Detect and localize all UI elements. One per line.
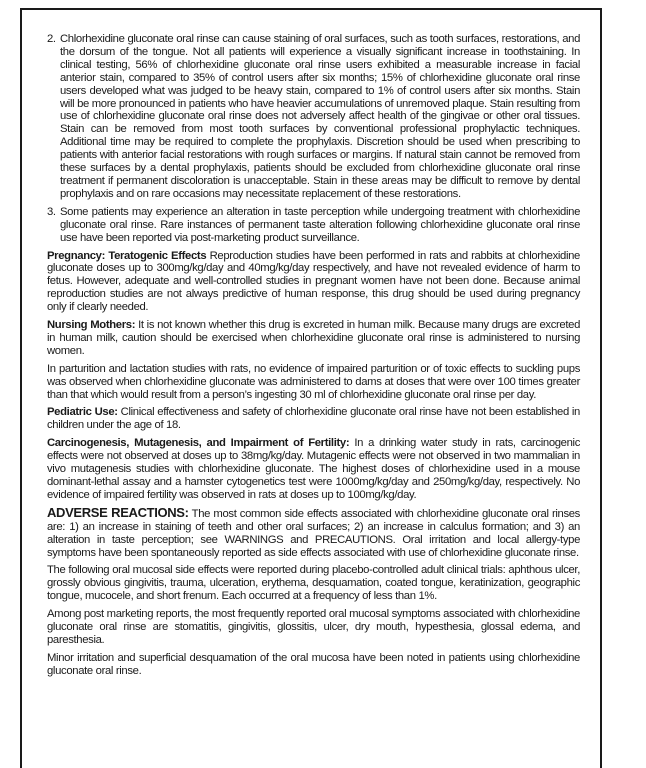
pediatric-paragraph [47, 406, 580, 432]
list-item-staining [47, 33, 580, 201]
list-number: 2. [47, 33, 56, 45]
list-text: Some patients may experience an alteration in taste perception while undergoing treatment with chlorhexidine gluconate oral rinse. Rare instances of permanent taste alteration following chlorhexidine gluconate oral rinse use have been reported via post-marketing product surveillance. [60, 205, 580, 244]
pregnancy-text: Reproduction studies have been performed in rats and rabbits at chlorhexidine gluconate doses up to 300mg/kg/day and 40mg/kg/day respectively, and have not revealed evidence of harm to fetus. However, adequate and well-controlled studies in pregnant women have not been done. Because animal reproduction studies are not always predictive of human response, this drug should be used during pregnancy only if clearly needed. [47, 249, 580, 314]
nursing-paragraph [47, 319, 580, 358]
pediatric-text: Clinical effectiveness and safety of chlorhexidine gluconate oral rinse have not been established in children under the age of 18. [47, 406, 580, 432]
post-marketing-paragraph: Among post marketing reports, the most frequently reported oral mucosal symptoms associated with chlorhexidine gluconate oral rinse are stomatitis, gingivitis, glossitis, ulcer, dry mouth, hypesthesia, glossal edema, and paresthesia. [47, 608, 580, 646]
adverse-reactions-paragraph [47, 504, 580, 560]
carcinogenesis-paragraph [47, 437, 580, 502]
pediatric-heading: Pediatric Use: [47, 406, 118, 419]
minor-irritation-paragraph: Minor irritation and superficial desquamation of the oral mucosa have been noted in patients using chlorhexidine gluconate oral rinse. [47, 651, 580, 677]
carcinogenesis-heading: Carcinogenesis, Mutagenesis, and Impairment of Fertility: [47, 437, 350, 450]
list-text: Chlorhexidine gluconate oral rinse can cause staining of oral surfaces, such as tooth surfaces, restorations, and the dorsum of the tongue. Not all patients will experience a visually significant increase in toothstaining. In clinical testing, 56% of chlorhexidine gluconate oral rinse users exhibited a measurable increase in facial anterior stain, compared to 35% of control users after six months; 15% of chlorhexidine gluconate oral rinse users developed what was judged to be heavy stain, compared to 1% of control users after six months. Stain will be more pronounced in patients who have heavier accumulations of unremoved plaque. Stain resulting from use of chlorhexidine gluconate oral rinse does not adversely affect health of the gingivae or other oral tissues. Stain can be removed from most tooth surfaces by conventional professional prophylactic techniques. Additional time may be required to complete the prophylaxis. Discretion should be used when prescribing to patients with anterior facial restorations with rough surfaces or margins. If natural stain cannot be removed from these surfaces by a dental prophylaxis, patients should be excluded from chlorhexidine gluconate oral rinse treatment if permanent discoloration is unacceptable. Stain in these areas may be difficult to remove by dental prophylaxis and on rare occasions may necessitate replacement of these restorations. [60, 33, 580, 200]
nursing-text: It is not known whether this drug is excreted in human milk. Because many drugs are excreted in human milk, caution should be exercised when chlorhexidine gluconate oral rinse is administered to nursing women. [47, 319, 580, 357]
nursing-heading: Nursing Mothers: [47, 319, 136, 332]
parturition-paragraph: In parturition and lactation studies with rats, no evidence of impaired parturition or of toxic effects to suckling pups was observed when chlorhexidine gluconate was administered to dams at doses that were over 100 times greater than that which would result from a person’s ingesting 30 ml of chlorhexidine gluconate oral rinse per day. [47, 362, 580, 401]
document-body [47, 33, 580, 683]
list-number: 3. [47, 205, 56, 218]
adverse-reactions-text: The most common side effects associated with chlorhexidine gluconate oral rinses are: 1) an increase in staining of teeth and other oral surfaces; 2) an increase in calculus formation; and 3) an alteration in taste perception; see WARNINGS and PRECAUTIONS. Oral irritation and local allergy-type symptoms have been spontaneously reported as side effects associated with use of chlorhexidine gluconate rinse. [47, 507, 580, 559]
mucosal-effects-paragraph: The following oral mucosal side effects were reported during placebo-controlled adult clinical trials: aphthous ulcer, grossly obvious gingivitis, trauma, ulceration, erythema, desquamation, coated tongue, keratinization, geographic tongue, mucocele, and short frenum. Each occurred at a frequency of less than 1%. [47, 564, 580, 603]
pregnancy-paragraph [47, 250, 580, 315]
pregnancy-heading: Pregnancy: Teratogenic Effects [47, 249, 207, 262]
adverse-reactions-heading: ADVERSE REACTIONS: [47, 504, 189, 520]
carcinogenesis-text: In a drinking water study in rats, carcinogenic effects were not observed at doses up to 38mg/kg/day. Mutagenic effects were not observed in two mammalian in vivo mutagenesis studies with chlorhexidine gluconate. The highest doses of chlorhexidine used in a mouse dominant-lethal assay and a hamster cytogenetics test were 1000mg/kg/day and 250mg/kg/day, respectively. No evidence of impaired fertility was observed in rats at doses up to 100mg/kg/day. [47, 437, 581, 501]
list-item-taste [47, 206, 580, 245]
